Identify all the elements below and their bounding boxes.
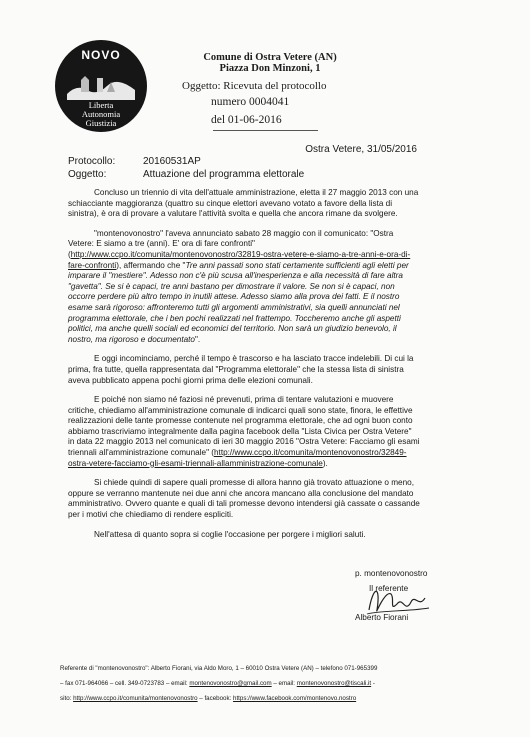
protocol-stamp [182,52,425,126]
logo-title: NOVO [81,48,121,62]
protocol-label: Protocollo: [68,156,116,167]
letter-footer [60,661,470,706]
footer-line-1: Referente di "montenovonostro": Alberto Fiorani, via Aldo Moro, 1 – 60010 Ostra Vetere (AN) – telefono 071-965399 [60,665,378,672]
signature-org: p. montenovonostro [355,569,428,578]
letter-body [68,188,420,549]
signature-name: Alberto Fiorani [355,613,409,622]
stamp-divider [213,130,318,131]
link-comunicato-2[interactable]: http://www.ccpo.it/comunita/montenovonostro/32849-ostra-vetere-facciamo-gli-esami-triennali-allamministrazione-comunale [68,448,407,468]
footer-facebook-link[interactable]: https://www.facebook.com/montenovo.nostro [233,695,357,702]
subject-value: Attuazione del programma elettorale [143,169,305,180]
footer-email-tiscali[interactable]: montenovonostro@tiscali.it [296,680,372,687]
stamp-address: Piazza Don Minzoni, 1 [219,63,321,74]
footer-line-3: sito: http://www.ccpo.it/comunita/montenovonostro – facebook: https://www.facebook.com/montenovo.nostro [60,695,357,702]
stamp-date: del 01-06-2016 [211,114,282,126]
link-comunicato-1[interactable]: http://www.ccpo.it/comunita/montenovonostro/32819-ostra-vetere-e-siamo-a-tre-anni-e-ora-di-fare-confronti [68,249,411,270]
signature-role: Il referente [369,584,409,593]
stamp-municipality: Comune di Ostra Vetere (AN) [203,52,337,63]
handwritten-signature-icon [363,580,433,620]
paragraph-6: Nell'attesa di quanto sopra si coglie l'occasione per porgere i migliori saluti. [94,529,366,539]
paragraph-1: Concluso un triennio di vita dell'attuale amministrazione, eletta il 27 maggio 2013 con una schiacciante maggioranza (quattro su cinque elettori avevano votato a favore della lista di sinistra), è ora di provare a valutare l'attività svolta e quella che ancora rimane da svolgere. [68,188,419,219]
stamp-subject: Oggetto: Ricevuta del protocollo [182,80,327,92]
footer-email-gmail[interactable]: montenovonostro@gmail.com [189,680,272,687]
quoted-statement: Tre anni passati sono stati certamente sufficienti agli eletti per imparare il "mestiere". Adesso non c'è più scusa all'inesperienza e alla necessità di fare altra "gavetta". Se si è capaci, tre anni bastano per dimostrare il valore. Se non si è capaci, non occorre perdere più altro tempo in inutili attese. Adesso siamo alla prova dei fatti. E il nostro esame sarà rigoroso: affronteremo tutti gli argomenti amministrativi, sia quelli annunciati nel programma elettorale, che i ben pochi realizzati nel frattempo. Toccheremo anche gli aspetti politici, ma anche quelli sociali ed economici del territorio. Non sarà un giudizio benevolo, il nostro, ma rigoroso e documentato [68,260,409,344]
paragraph-3: E oggi incominciamo, perché il tempo è trascorso e ha lasciato tracce indelebili. Di cui la prima, fra tutte, quella rappresentata dal "Programma elettorale" che la stessa lista di sinistra aveva pubblicato appena pochi giorni prima delle elezioni comunali. [68,354,414,385]
letter-meta [68,155,304,181]
stamp-number: numero 0004041 [211,96,290,108]
signature-block [355,568,427,623]
protocol-value: 20160531AP [143,156,201,167]
letter-date: Ostra Vetere, 31/05/2016 [305,144,417,155]
paragraph-2: "montenovonostro" l'aveva annunciato sabato 28 maggio con il comunicato: "Ostra Vetere: E siamo a tre (anni). E' ora di fare confronti" (http://www.ccpo.it/comunita/montenovonostro/32819-ostra-vetere-e-siamo-a-tre-anni-e-ora-di-fare-confronti), affermando che "Tre anni passati sono stati certamente sufficienti agli eletti per imparare il "mestiere". Adesso non c'è più scusa all'inesperienza e alla necessità di fare altra "gavetta". Se si è capaci, tre anni bastano per dimostrare il valore. Se non si è capaci, non occorre perdere più altro tempo in inutili attese. Adesso siamo alla prova dei fatti. E il nostro esame sarà rigoroso: affronteremo tutti gli argomenti amministrativi, sia quelli annunciati nel programma elettorale, che i ben pochi realizzati nel frattempo. Toccheremo anche gli aspetti politici, ma anche quelli sociali ed economici del territorio. Non sarà un giudizio benevolo, il nostro, ma rigoroso e documentato". [68,228,411,344]
paragraph-4: E poiché non siamo né faziosi né prevenuti, prima di tentare valutazioni e muovere critiche, chiediamo all'amministrazione comunale di indicarci quali sono state, finora, le effettive realizzazioni delle tante promesse contenute nel programma elettorale, che ad ogni buon conto abbiamo trascriviamo integralmente dalla pagina facebook della "Lista Civica per Ostra Vetere" in data 22 maggio 2013 nel comunicato di ieri 30 maggio 2016 "Ostra Vetere: Facciamo gli esami triennali all'amministrazione comunale" (http://www.ccpo.it/comunita/montenovonostro/32849-ostra-vetere-facciamo-gli-esami-triennali-allamministrazione-comunale). [68,395,420,468]
logo-motto: Liberta Autonomia Giustizia [81,100,121,128]
landscape-icon [67,70,135,100]
footer-site-link[interactable]: http://www.ccpo.it/comunita/montenovonostro [73,695,198,702]
paragraph-5: Si chiede quindi di sapere quali promesse di allora hanno già trovato attuazione o meno, oppure se verranno mantenute nei due anni che ancora mancano alla conclusione del mandato amministrativo. Ovvero quante e quali di tali promesse devono intendersi già cassate o cassande per i motivi che chiediamo di rendere espliciti. [68,478,420,520]
subject-label: Oggetto: [68,169,107,180]
footer-line-2: – fax 071-964066 – cell. 349-0723783 – email: montenovonostro@gmail.com – email: montenovonostro@tiscali.it - [60,680,375,687]
novo-logo [55,40,147,132]
